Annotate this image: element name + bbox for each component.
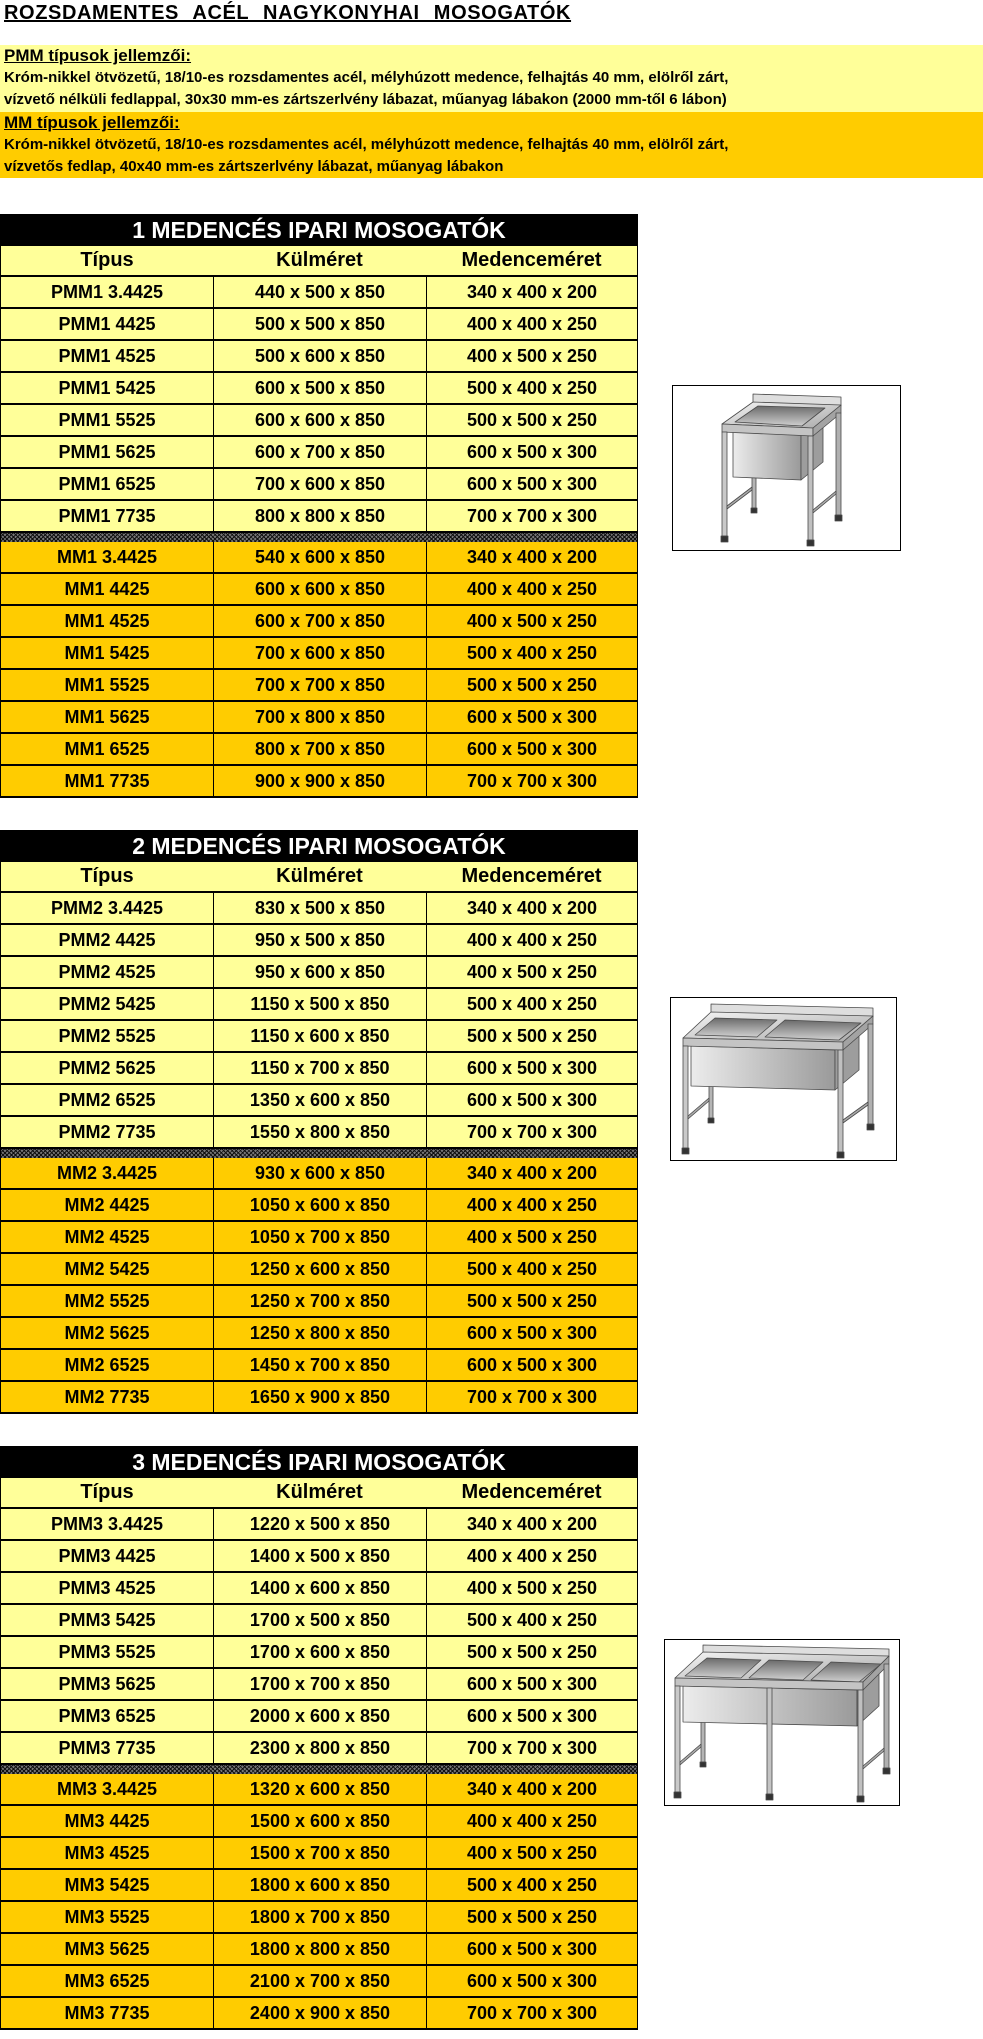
cell-outer-size: 900 x 900 x 850 [213, 766, 426, 796]
cell-outer-size: 700 x 600 x 850 [213, 469, 426, 499]
cell-type: PMM3 3.4425 [50, 1514, 164, 1534]
cell-basin-size: 600 x 500 x 300 [426, 1085, 637, 1115]
cell-outer-size: 1800 x 800 x 850 [213, 1934, 426, 1964]
triple-basin-sink-icon [665, 1640, 899, 1805]
column-header-row [0, 1478, 638, 1509]
cell-basin-size: 700 x 700 x 300 [426, 1382, 637, 1412]
mm-table-row [0, 1350, 638, 1382]
pmm-table-row [0, 1733, 638, 1765]
cell-outer-size: 2300 x 800 x 850 [213, 1733, 426, 1763]
cell-type: PMM1 4425 [58, 314, 156, 334]
cell-outer-size: 1450 x 700 x 850 [213, 1350, 426, 1380]
pmm-info-line: vízvető nélküli fedlappal, 30x30 mm-es zártszerlvény lábazat, műanyag lábakon (2000 mm-től 6 lábon) [4, 91, 727, 108]
cell-type: MM1 5625 [64, 707, 150, 727]
cell-basin-size: 500 x 500 x 250 [426, 670, 637, 700]
pmm-table-row [0, 1021, 638, 1053]
cell-type: MM3 6525 [64, 1971, 150, 1991]
cell-type: MM3 5625 [64, 1939, 150, 1959]
cell-basin-size: 700 x 700 x 300 [426, 766, 637, 796]
cell-outer-size: 700 x 800 x 850 [213, 702, 426, 732]
column-header-row [0, 246, 638, 277]
cell-type: MM2 5525 [64, 1291, 150, 1311]
cell-outer-size: 1350 x 600 x 850 [213, 1085, 426, 1115]
cell-basin-size: 340 x 400 x 200 [426, 277, 637, 307]
cell-outer-size: 700 x 700 x 850 [213, 670, 426, 700]
pmm-table-row [0, 1637, 638, 1669]
triple-basin-table [0, 1446, 638, 2030]
pmm-table-row [0, 1573, 638, 1605]
pmm-table-row [0, 501, 638, 533]
cell-type: MM1 5425 [64, 643, 150, 663]
pmm-table-row [0, 989, 638, 1021]
double-basin-sink-image [670, 997, 897, 1161]
pmm-table-row [0, 1509, 638, 1541]
double-basin-sink-icon [671, 998, 896, 1160]
cell-outer-size: 1700 x 600 x 850 [213, 1637, 426, 1667]
column-header-basin-size: Medenceméret [461, 249, 602, 271]
group-separator [0, 533, 638, 542]
cell-basin-size: 500 x 400 x 250 [426, 1605, 637, 1635]
cell-basin-size: 500 x 400 x 250 [426, 1870, 637, 1900]
cell-outer-size: 1250 x 600 x 850 [213, 1254, 426, 1284]
cell-type: PMM1 4525 [58, 346, 156, 366]
cell-type: MM2 3.4425 [56, 1163, 158, 1183]
cell-type: PMM3 7735 [58, 1738, 156, 1758]
cell-type: PMM3 6525 [58, 1706, 156, 1726]
pmm-table-row [0, 1669, 638, 1701]
cell-outer-size: 600 x 700 x 850 [213, 606, 426, 636]
cell-type: MM1 4425 [64, 579, 150, 599]
mm-table-row [0, 1382, 638, 1414]
mm-table-row [0, 1190, 638, 1222]
pmm-info-heading: PMM típusok jellemzői: [4, 46, 192, 65]
cell-type: PMM1 5625 [58, 442, 156, 462]
single-basin-sink-icon [673, 386, 900, 550]
column-header-type: Típus [80, 1481, 134, 1503]
mm-table-row [0, 1254, 638, 1286]
cell-outer-size: 1800 x 700 x 850 [213, 1902, 426, 1932]
cell-type: PMM1 3.4425 [50, 282, 164, 302]
mm-table-row [0, 574, 638, 606]
single-basin-table [0, 214, 638, 798]
cell-outer-size: 1400 x 600 x 850 [213, 1573, 426, 1603]
cell-type: PMM3 4525 [58, 1578, 156, 1598]
cell-type: PMM1 5425 [58, 378, 156, 398]
cell-basin-size: 500 x 400 x 250 [426, 373, 637, 403]
cell-basin-size: 500 x 500 x 250 [426, 1286, 637, 1316]
column-header-type: Típus [80, 249, 134, 271]
pmm-table-row [0, 469, 638, 501]
cell-outer-size: 500 x 600 x 850 [213, 341, 426, 371]
mm-table-row [0, 1318, 638, 1350]
pmm-table-row [0, 1053, 638, 1085]
cell-basin-size: 600 x 500 x 300 [426, 1053, 637, 1083]
cell-basin-size: 400 x 400 x 250 [426, 309, 637, 339]
cell-type: MM3 3.4425 [56, 1779, 158, 1799]
cell-outer-size: 1550 x 800 x 850 [213, 1117, 426, 1147]
mm-table-row [0, 766, 638, 798]
cell-outer-size: 800 x 800 x 850 [213, 501, 426, 531]
cell-basin-size: 500 x 400 x 250 [426, 638, 637, 668]
mm-table-row [0, 1774, 638, 1806]
section-title: 2 MEDENCÉS IPARI MOSOGATÓK [0, 830, 638, 862]
pmm-table-row [0, 1085, 638, 1117]
mm-table-row [0, 638, 638, 670]
cell-type: MM2 6525 [64, 1355, 150, 1375]
cell-basin-size: 500 x 400 x 250 [426, 1254, 637, 1284]
sink-drawing [674, 1645, 890, 1802]
cell-outer-size: 800 x 700 x 850 [213, 734, 426, 764]
table-body [0, 893, 638, 1414]
cell-outer-size: 600 x 500 x 850 [213, 373, 426, 403]
column-header-basin-size: Medenceméret [461, 1481, 602, 1503]
cell-outer-size: 1500 x 700 x 850 [213, 1838, 426, 1868]
cell-type: MM2 7735 [64, 1387, 150, 1407]
cell-outer-size: 1800 x 600 x 850 [213, 1870, 426, 1900]
column-header-outer-size: Külméret [276, 249, 363, 271]
mm-info-heading: MM típusok jellemzői: [4, 113, 180, 132]
cell-type: PMM2 7735 [58, 1122, 156, 1142]
cell-outer-size: 1050 x 700 x 850 [213, 1222, 426, 1252]
cell-outer-size: 1700 x 700 x 850 [213, 1669, 426, 1699]
cell-outer-size: 2000 x 600 x 850 [213, 1701, 426, 1731]
mm-table-row [0, 1806, 638, 1838]
cell-outer-size: 440 x 500 x 850 [213, 277, 426, 307]
mm-table-row [0, 702, 638, 734]
cell-basin-size: 600 x 500 x 300 [426, 1934, 637, 1964]
cell-basin-size: 600 x 500 x 300 [426, 1318, 637, 1348]
triple-basin-sink-image [664, 1639, 900, 1806]
cell-type: PMM2 4525 [58, 962, 156, 982]
column-header-outer-size: Külméret [276, 1481, 363, 1503]
cell-type: MM2 4425 [64, 1195, 150, 1215]
cell-type: PMM1 5525 [58, 410, 156, 430]
cell-outer-size: 700 x 600 x 850 [213, 638, 426, 668]
cell-basin-size: 600 x 500 x 300 [426, 1669, 637, 1699]
cell-basin-size: 600 x 500 x 300 [426, 1966, 637, 1996]
table-body [0, 277, 638, 798]
cell-type: MM3 5425 [64, 1875, 150, 1895]
cell-basin-size: 400 x 500 x 250 [426, 1838, 637, 1868]
cell-basin-size: 340 x 400 x 200 [426, 893, 637, 923]
pmm-table-row [0, 957, 638, 989]
cell-outer-size: 930 x 600 x 850 [213, 1158, 426, 1188]
pmm-table-row [0, 893, 638, 925]
cell-outer-size: 1150 x 700 x 850 [213, 1053, 426, 1083]
section-title: 1 MEDENCÉS IPARI MOSOGATÓK [0, 214, 638, 246]
cell-basin-size: 400 x 500 x 250 [426, 606, 637, 636]
mm-table-row [0, 734, 638, 766]
cell-type: MM3 4425 [64, 1811, 150, 1831]
cell-type: MM2 4525 [64, 1227, 150, 1247]
cell-type: PMM3 5425 [58, 1610, 156, 1630]
cell-basin-size: 400 x 500 x 250 [426, 1573, 637, 1603]
cell-type: PMM2 5625 [58, 1058, 156, 1078]
cell-type: MM3 5525 [64, 1907, 150, 1927]
column-header-basin-size: Medenceméret [461, 865, 602, 887]
cell-type: MM1 3.4425 [56, 547, 158, 567]
cell-basin-size: 340 x 400 x 200 [426, 1158, 637, 1188]
mm-table-row [0, 1902, 638, 1934]
pmm-table-row [0, 373, 638, 405]
cell-basin-size: 600 x 500 x 300 [426, 702, 637, 732]
mm-info-line: Króm-nikkel ötvözetű, 18/10-es rozsdamentes acél, mélyhúzott medence, felhajtás 40 mm, elölről zárt, [4, 136, 729, 153]
cell-outer-size: 1700 x 500 x 850 [213, 1605, 426, 1635]
cell-basin-size: 500 x 500 x 250 [426, 405, 637, 435]
cell-type: MM1 4525 [64, 611, 150, 631]
group-separator [0, 1149, 638, 1158]
mm-table-row [0, 1158, 638, 1190]
cell-type: MM2 5625 [64, 1323, 150, 1343]
mm-table-row [0, 1870, 638, 1902]
mm-table-row [0, 670, 638, 702]
cell-basin-size: 400 x 400 x 250 [426, 1541, 637, 1571]
mm-table-row [0, 1966, 638, 1998]
cell-outer-size: 1220 x 500 x 850 [213, 1509, 426, 1539]
cell-basin-size: 400 x 500 x 250 [426, 1222, 637, 1252]
sink-drawing [682, 1004, 874, 1158]
mm-info-line: vízvetős fedlap, 40x40 mm-es zártszerlvény lábazat, műanyag lábakon [4, 158, 504, 175]
cell-basin-size: 700 x 700 x 300 [426, 501, 637, 531]
cell-type: PMM2 5525 [58, 1026, 156, 1046]
mm-table-row [0, 606, 638, 638]
cell-basin-size: 700 x 700 x 300 [426, 1733, 637, 1763]
cell-type: PMM2 4425 [58, 930, 156, 950]
cell-basin-size: 600 x 500 x 300 [426, 469, 637, 499]
cell-outer-size: 1500 x 600 x 850 [213, 1806, 426, 1836]
document-title: ROZSDAMENTES ACÉL NAGYKONYHAI MOSOGATÓK [4, 2, 572, 24]
pmm-table-row [0, 1541, 638, 1573]
cell-type: PMM1 6525 [58, 474, 156, 494]
cell-basin-size: 400 x 500 x 250 [426, 341, 637, 371]
cell-type: MM3 4525 [64, 1843, 150, 1863]
mm-table-row [0, 1934, 638, 1966]
pmm-table-row [0, 277, 638, 309]
cell-type: PMM2 6525 [58, 1090, 156, 1110]
mm-table-row [0, 1838, 638, 1870]
cell-type: PMM2 3.4425 [50, 898, 164, 918]
cell-outer-size: 950 x 600 x 850 [213, 957, 426, 987]
cell-basin-size: 500 x 400 x 250 [426, 989, 637, 1019]
cell-basin-size: 600 x 500 x 300 [426, 734, 637, 764]
cell-outer-size: 500 x 500 x 850 [213, 309, 426, 339]
group-separator [0, 1765, 638, 1774]
cell-outer-size: 540 x 600 x 850 [213, 542, 426, 572]
mm-table-row [0, 542, 638, 574]
cell-type: MM1 7735 [64, 771, 150, 791]
cell-outer-size: 600 x 600 x 850 [213, 574, 426, 604]
pmm-info-band [0, 45, 983, 112]
cell-outer-size: 2400 x 900 x 850 [213, 1998, 426, 2028]
cell-type: MM2 5425 [64, 1259, 150, 1279]
cell-basin-size: 340 x 400 x 200 [426, 542, 637, 572]
cell-basin-size: 700 x 700 x 300 [426, 1117, 637, 1147]
cell-type: PMM3 5525 [58, 1642, 156, 1662]
mm-table-row [0, 1286, 638, 1318]
cell-outer-size: 1150 x 600 x 850 [213, 1021, 426, 1051]
cell-basin-size: 340 x 400 x 200 [426, 1774, 637, 1804]
mm-info-band [0, 112, 983, 178]
cell-outer-size: 1250 x 700 x 850 [213, 1286, 426, 1316]
cell-basin-size: 400 x 400 x 250 [426, 1806, 637, 1836]
cell-type: MM1 5525 [64, 675, 150, 695]
pmm-table-row [0, 1701, 638, 1733]
pmm-table-row [0, 437, 638, 469]
pmm-table-row [0, 405, 638, 437]
cell-outer-size: 1050 x 600 x 850 [213, 1190, 426, 1220]
single-basin-sink-image [672, 385, 901, 551]
cell-basin-size: 400 x 400 x 250 [426, 925, 637, 955]
cell-basin-size: 600 x 500 x 300 [426, 437, 637, 467]
cell-type: PMM3 4425 [58, 1546, 156, 1566]
cell-outer-size: 830 x 500 x 850 [213, 893, 426, 923]
pmm-table-row [0, 925, 638, 957]
cell-outer-size: 600 x 600 x 850 [213, 405, 426, 435]
section-title: 3 MEDENCÉS IPARI MOSOGATÓK [0, 1446, 638, 1478]
column-header-outer-size: Külméret [276, 865, 363, 887]
cell-basin-size: 500 x 500 x 250 [426, 1637, 637, 1667]
cell-basin-size: 500 x 500 x 250 [426, 1021, 637, 1051]
column-header-type: Típus [80, 865, 134, 887]
cell-basin-size: 500 x 500 x 250 [426, 1902, 637, 1932]
pmm-info-line: Króm-nikkel ötvözetű, 18/10-es rozsdamentes acél, mélyhúzott medence, felhajtás 40 mm, elölről zárt, [4, 69, 729, 86]
cell-outer-size: 1150 x 500 x 850 [213, 989, 426, 1019]
cell-basin-size: 700 x 700 x 300 [426, 1998, 637, 2028]
cell-type: PMM1 7735 [58, 506, 156, 526]
cell-basin-size: 400 x 500 x 250 [426, 957, 637, 987]
mm-table-row [0, 1222, 638, 1254]
cell-basin-size: 600 x 500 x 300 [426, 1350, 637, 1380]
cell-outer-size: 1400 x 500 x 850 [213, 1541, 426, 1571]
cell-type: PMM2 5425 [58, 994, 156, 1014]
cell-basin-size: 600 x 500 x 300 [426, 1701, 637, 1731]
cell-outer-size: 1650 x 900 x 850 [213, 1382, 426, 1412]
sink-drawing [721, 394, 842, 546]
pmm-table-row [0, 341, 638, 373]
cell-outer-size: 1320 x 600 x 850 [213, 1774, 426, 1804]
cell-type: PMM3 5625 [58, 1674, 156, 1694]
pmm-table-row [0, 1117, 638, 1149]
cell-outer-size: 950 x 500 x 850 [213, 925, 426, 955]
table-body [0, 1509, 638, 2030]
double-basin-table [0, 830, 638, 1414]
cell-outer-size: 600 x 700 x 850 [213, 437, 426, 467]
cell-basin-size: 400 x 400 x 250 [426, 1190, 637, 1220]
pmm-table-row [0, 1605, 638, 1637]
cell-type: MM3 7735 [64, 2003, 150, 2023]
cell-basin-size: 340 x 400 x 200 [426, 1509, 637, 1539]
column-header-row [0, 862, 638, 893]
cell-basin-size: 400 x 400 x 250 [426, 574, 637, 604]
cell-outer-size: 1250 x 800 x 850 [213, 1318, 426, 1348]
cell-outer-size: 2100 x 700 x 850 [213, 1966, 426, 1996]
pmm-table-row [0, 309, 638, 341]
cell-type: MM1 6525 [64, 739, 150, 759]
mm-table-row [0, 1998, 638, 2030]
